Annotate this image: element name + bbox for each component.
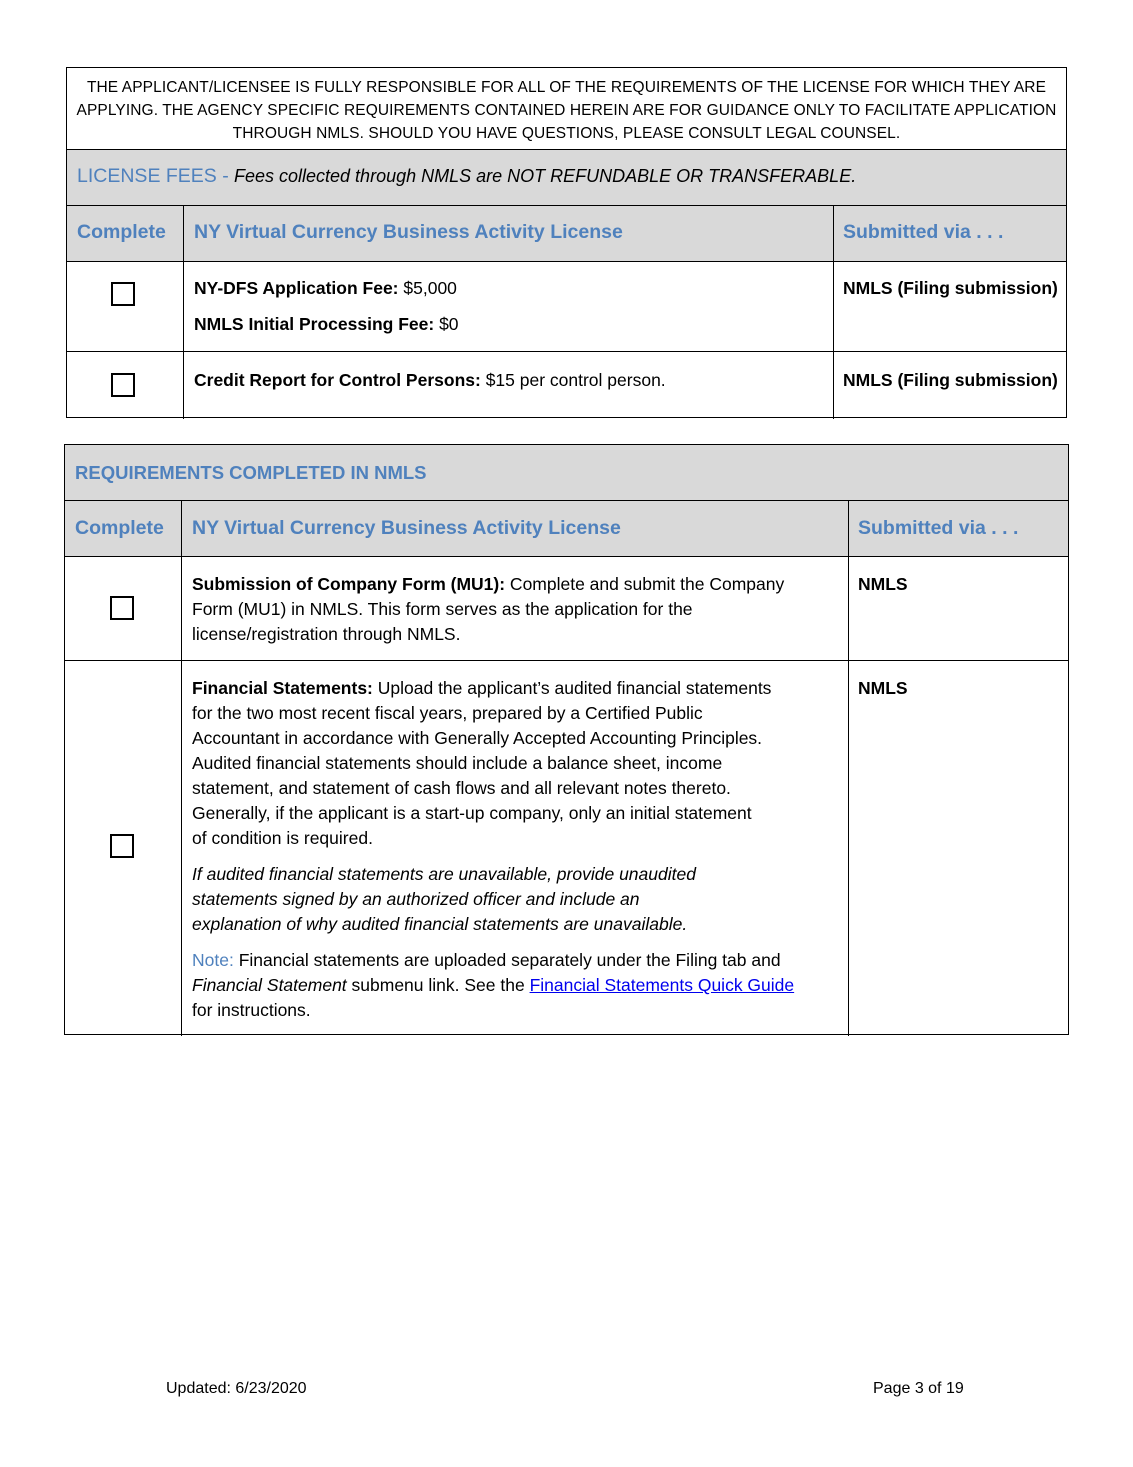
company-form-submitted-via: NMLS [858, 574, 908, 594]
company-form-label: Submission of Company Form (MU1): [192, 574, 506, 594]
financial-statements-line-1: Upload the applicant’s audited financial statements [372, 678, 772, 698]
processing-fee-value: $0 [434, 314, 459, 334]
company-form-text-1: Complete and submit the Company [505, 574, 785, 594]
fees-column-header-row [67, 206, 1066, 262]
requirement-row-company-form [65, 557, 1068, 661]
financial-statements-label: Financial Statements: [192, 678, 373, 698]
processing-fee-label: NMLS Initial Processing Fee: [194, 314, 435, 334]
req-col-header-submitted-via: Submitted via . . . [858, 517, 1019, 539]
financial-statements-line-3: Accountant in accordance with Generally Accepted Accounting Principles. [192, 728, 763, 748]
note-line-2: submenu link. See the [346, 975, 530, 995]
license-fees-section-header [67, 150, 1066, 206]
application-fee-checkbox[interactable] [111, 282, 135, 306]
company-form-text-3: license/registration through NMLS. [192, 624, 461, 644]
financial-statements-line-6: Generally, if the applicant is a start-up company, only an initial statement [192, 803, 752, 823]
credit-report-label: Credit Report for Control Persons: [194, 370, 481, 390]
company-form-text-2: Form (MU1) in NMLS. This form serves as the application for the [192, 599, 693, 619]
financial-statements-quick-guide-link[interactable]: Financial Statements Quick Guide [529, 975, 795, 995]
credit-report-checkbox[interactable] [111, 373, 135, 397]
unaudited-note-line-2: statements signed by an authorized officer and include an [192, 889, 640, 909]
requirement-row-financial-statements [65, 661, 1068, 1036]
requirements-column-header-row [65, 501, 1068, 557]
credit-report-submitted-via: NMLS (Filing submission) [843, 370, 1058, 390]
notice-line-3: THROUGH NMLS. SHOULD YOU HAVE QUESTIONS, PLEASE CONSULT LEGAL COUNSEL. [232, 125, 901, 142]
notice-line-2: APPLYING. THE AGENCY SPECIFIC REQUIREMENTS CONTAINED HEREIN ARE FOR GUIDANCE ONLY TO FACILITATE APPLICATION [76, 102, 1057, 119]
financial-statements-line-7: of condition is required. [192, 828, 373, 848]
license-fees-title: LICENSE FEES - [77, 165, 229, 187]
req-col-header-license: NY Virtual Currency Business Activity License [192, 517, 621, 539]
note-label: Note: [192, 950, 234, 970]
fee-row-application [67, 262, 1066, 352]
license-fees-note: Fees collected through NMLS are NOT REFUNDABLE OR TRANSFERABLE. [234, 166, 857, 186]
req-col-header-complete: Complete [75, 517, 164, 539]
fee-row-credit-report [67, 352, 1066, 419]
financial-statements-checkbox[interactable] [110, 834, 134, 858]
financial-statements-line-2: for the two most recent fiscal years, prepared by a Certified Public [192, 703, 703, 723]
requirements-title: REQUIREMENTS COMPLETED IN NMLS [75, 462, 427, 483]
requirements-table [64, 444, 1069, 1035]
notice-line-1: THE APPLICANT/LICENSEE IS FULLY RESPONSIBLE FOR ALL OF THE REQUIREMENTS OF THE LICENSE FOR WHICH THEY ARE [86, 79, 1047, 96]
application-fee-label: NY-DFS Application Fee: [194, 278, 399, 298]
notice-row [67, 68, 1066, 150]
application-fee-value: $5,000 [398, 278, 457, 298]
unaudited-note-line-3: explanation of why audited financial statements are unavailable. [192, 914, 688, 934]
page-number: Page 3 of 19 [873, 1380, 964, 1397]
note-italic-submenu: Financial Statement [192, 975, 347, 995]
application-fee-submitted-via: NMLS (Filing submission) [843, 278, 1058, 298]
credit-report-value: $15 per control person. [480, 370, 666, 390]
col-header-submitted-via: Submitted via . . . [843, 221, 1004, 243]
financial-statements-line-4: Audited financial statements should include a balance sheet, income [192, 753, 723, 773]
unaudited-note-line-1: If audited financial statements are unavailable, provide unaudited [192, 864, 696, 884]
financial-statements-line-5: statement, and statement of cash flows and all relevant notes thereto. [192, 778, 731, 798]
note-line-1: Financial statements are uploaded separately under the Filing tab and [233, 950, 781, 970]
license-fees-table [66, 67, 1067, 418]
note-line-3: for instructions. [192, 1000, 311, 1020]
responsibility-notice [67, 68, 1066, 145]
col-header-complete: Complete [77, 221, 166, 243]
col-header-license: NY Virtual Currency Business Activity License [194, 221, 623, 243]
company-form-checkbox[interactable] [110, 596, 134, 620]
financial-statements-submitted-via: NMLS [858, 678, 908, 698]
requirements-section-header [65, 445, 1068, 501]
updated-date: Updated: 6/23/2020 [166, 1380, 307, 1397]
